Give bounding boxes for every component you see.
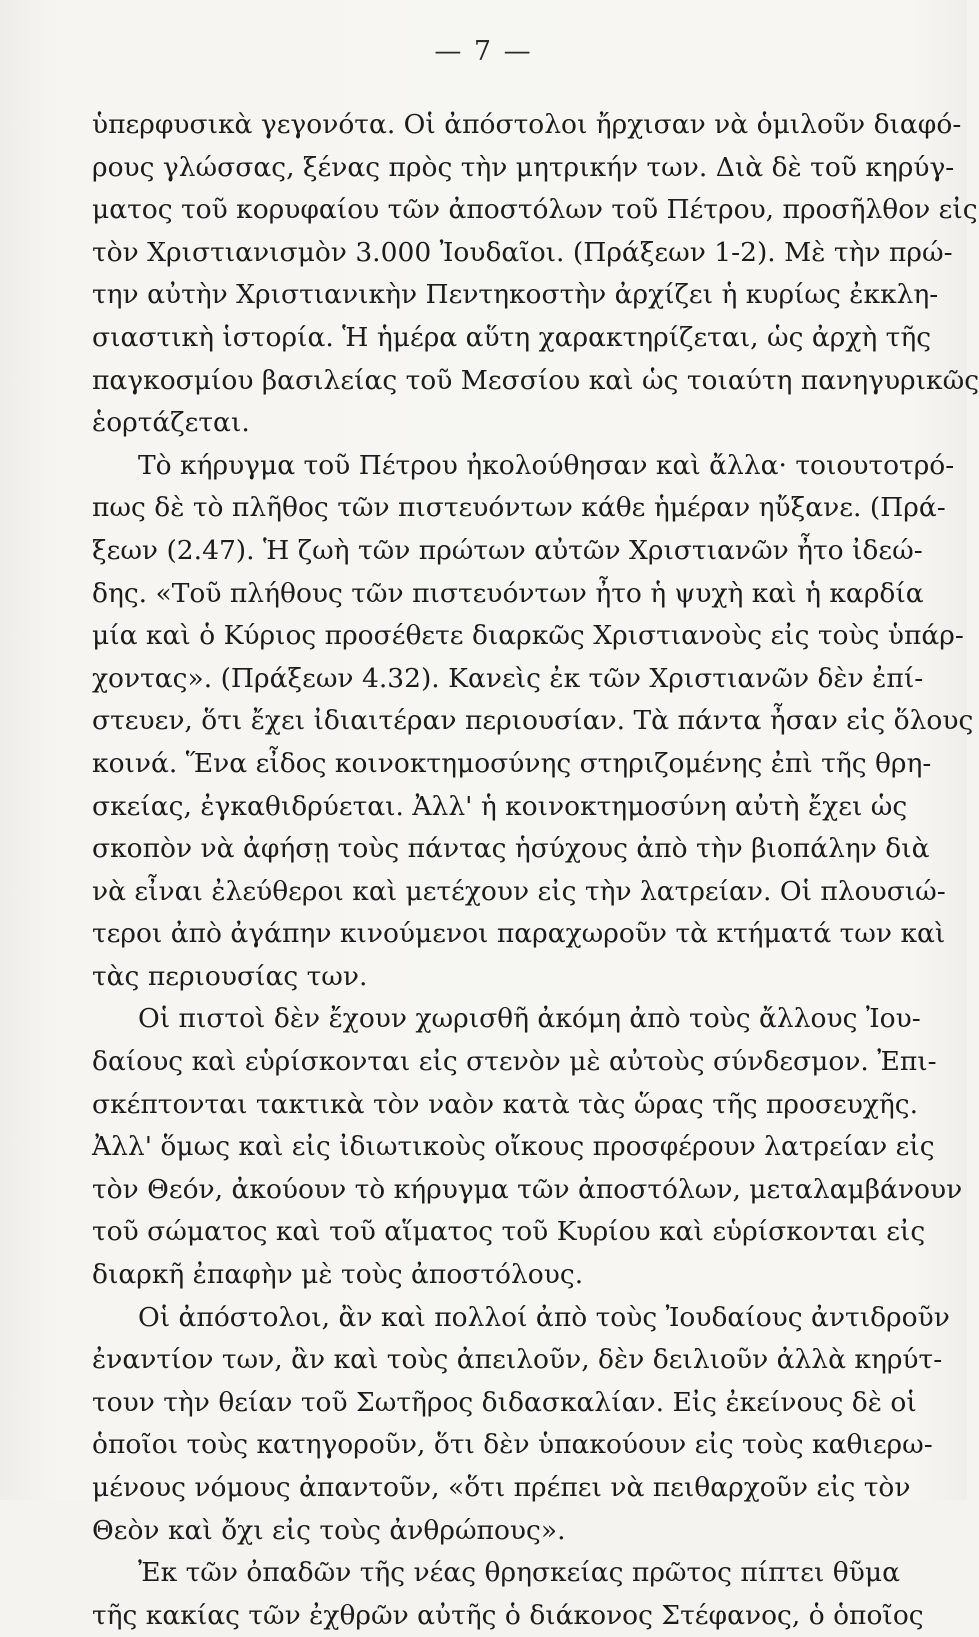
text-line: ἑορτάζεται. bbox=[92, 407, 250, 439]
text-line: τὸν Χριστιανισμὸν 3.000 Ἰουδαῖοι. (Πράξεων 1-2). Μὲ τὴν πρώ- bbox=[92, 236, 953, 268]
text-line: μία καὶ ὁ Κύριος προσέθετε διαρκῶς Χριστιανοὺς εἰς τοὺς ὑπάρ- bbox=[92, 620, 964, 652]
text-line: στευεν, ὅτι ἔχει ἰδιαιτέραν περιουσίαν. Τὰ πάντα ἦσαν εἰς ὅλους bbox=[92, 705, 974, 737]
text-line: κοινά. Ἕνα εἶδος κοινοκτημοσύνης στηριζομένης ἐπὶ τῆς θρη- bbox=[92, 747, 932, 779]
text-line: Οἱ πιστοὶ δὲν ἔχουν χωρισθῆ ἀκόμη ἀπὸ τοὺς ἄλλους Ἰου- bbox=[138, 1003, 921, 1035]
text-line: σκέπτονται τακτικὰ τὸν ναὸν κατὰ τὰς ὥρας τῆς προσευχῆς. bbox=[92, 1088, 919, 1120]
text-line: πως δὲ τὸ πλῆθος τῶν πιστευόντων κάθε ἡμέραν ηὔξανε. (Πρά- bbox=[92, 492, 946, 524]
text-line: Τὸ κήρυγμα τοῦ Πέτρου ἠκολούθησαν καὶ ἄλλα· τοιουτοτρό- bbox=[138, 449, 955, 481]
text-line: σκοπὸν νὰ ἀφήσῃ τοὺς πάντας ἡσύχους ἀπὸ τὴν βιοπάλην διὰ bbox=[92, 833, 930, 865]
text-line: τοῦ σώματος καὶ τοῦ αἵματος τοῦ Κυρίου καὶ εὑρίσκονται εἰς bbox=[92, 1216, 926, 1248]
text-line: ματος τοῦ κορυφαίου τῶν ἀποστόλων τοῦ Πέτρου, προσῆλθον εἰς bbox=[92, 194, 978, 226]
text-line: ξεων (2.47). Ἡ ζωὴ τῶν πρώτων αὐτῶν Χριστιανῶν ἦτο ἰδεώ- bbox=[92, 534, 923, 566]
text-line: δης. «Τοῦ πλήθους τῶν πιστευόντων ἦτο ἡ ψυχὴ καὶ ἡ καρδία bbox=[92, 577, 924, 609]
text-line: σκείας, ἐγκαθιδρύεται. Ἀλλ' ἡ κοινοκτημοσύνη αὐτὴ ἔχει ὡς bbox=[92, 790, 908, 822]
text-line: χοντας». (Πράξεων 4.32). Κανεὶς ἐκ τῶν Χριστιανῶν δὲν ἐπί- bbox=[92, 662, 924, 694]
text-line: τὸν Θεόν, ἀκούουν τὸ κήρυγμα τῶν ἀποστόλων, μεταλαμβάνουν bbox=[92, 1173, 963, 1205]
paragraph-3 bbox=[92, 998, 963, 1296]
text-line: Ἐκ τῶν ὀπαδῶν τῆς νέας θρησκείας πρῶτος πίπτει θῦμα bbox=[138, 1557, 900, 1589]
paragraph-2 bbox=[92, 445, 974, 999]
text-line: ὑπερφυσικὰ γεγονότα. Οἱ ἀπόστολοι ἤρχισαν νὰ ὁμιλοῦν διαφό- bbox=[92, 109, 962, 140]
paragraph-4 bbox=[92, 1297, 950, 1553]
text-line: σιαστικὴ ἱστορία. Ἡ ἡμέρα αὕτη χαρακτηρίζεται, ὡς ἀρχὴ τῆς bbox=[92, 321, 932, 353]
text-line: τουν τὴν θείαν τοῦ Σωτῆρος διδασκαλίαν. Εἰς ἐκείνους δὲ οἱ bbox=[92, 1386, 917, 1418]
text-line: Οἱ ἀπόστολοι, ἂν καὶ πολλοί ἀπὸ τοὺς Ἰουδαίους ἀντιδροῦν bbox=[138, 1301, 950, 1333]
text-line: τῆς κακίας τῶν ἐχθρῶν αὐτῆς ὁ διάκονος Στέφανος, ὁ ὁποῖος bbox=[92, 1599, 924, 1631]
text-line: τὰς περιουσίας των. bbox=[92, 960, 368, 992]
text-line: την αὐτὴν Χριστιανικὴν Πεντηκοστὴν ἀρχίζει ἡ κυρίως ἐκκλη- bbox=[92, 279, 939, 311]
text-line: μένους νόμους ἀπαντοῦν, «ὅτι πρέπει νὰ πειθαρχοῦν εἰς τὸν bbox=[92, 1472, 911, 1503]
text-line: τεροι ἀπὸ ἀγάπην κινούμενοι παραχωροῦν τὰ κτήματά των καὶ bbox=[92, 918, 946, 950]
text-line: Ἀλλ' ὅμως καὶ εἰς ἰδιωτικοὺς οἴκους προσφέρουν λατρείαν εἰς bbox=[92, 1131, 935, 1163]
text-line: δαίους καὶ εὑρίσκονται εἰς στενὸν μὲ αὐτοὺς σύνδεσμον. Ἐπι- bbox=[92, 1046, 937, 1078]
text-line: ἐναντίον των, ἂν καὶ τοὺς ἀπειλοῦν, δὲν δειλιοῦν ἀλλὰ κηρύτ- bbox=[92, 1344, 943, 1376]
text-line: Θεὸν καὶ ὄχι εἰς τοὺς ἀνθρώπους». bbox=[92, 1514, 566, 1546]
text-line: παγκοσμίου βασιλείας τοῦ Μεσσίου καὶ ὡς τοιαύτη πανηγυρικῶς bbox=[92, 364, 979, 396]
text-line: νὰ εἶναι ἐλεύθεροι καὶ μετέχουν εἰς τὴν λατρείαν. Οἱ πλουσιώ- bbox=[92, 875, 946, 907]
page-number: — 7 — bbox=[434, 36, 533, 67]
body-text bbox=[92, 104, 979, 1637]
text-line: διαρκῆ ἐπαφὴν μὲ τοὺς ἀποστόλους. bbox=[92, 1259, 584, 1291]
text-line: ὁποῖοι τοὺς κατηγοροῦν, ὅτι δὲν ὑπακούουν εἰς τοὺς καθιερω- bbox=[92, 1429, 933, 1461]
text-line: ρους γλώσσας, ξένας πρὸς τὴν μητρικήν των. Διὰ δὲ τοῦ κηρύγ- bbox=[92, 151, 955, 183]
paragraph-1 bbox=[92, 104, 979, 445]
paragraph-5 bbox=[92, 1552, 924, 1637]
